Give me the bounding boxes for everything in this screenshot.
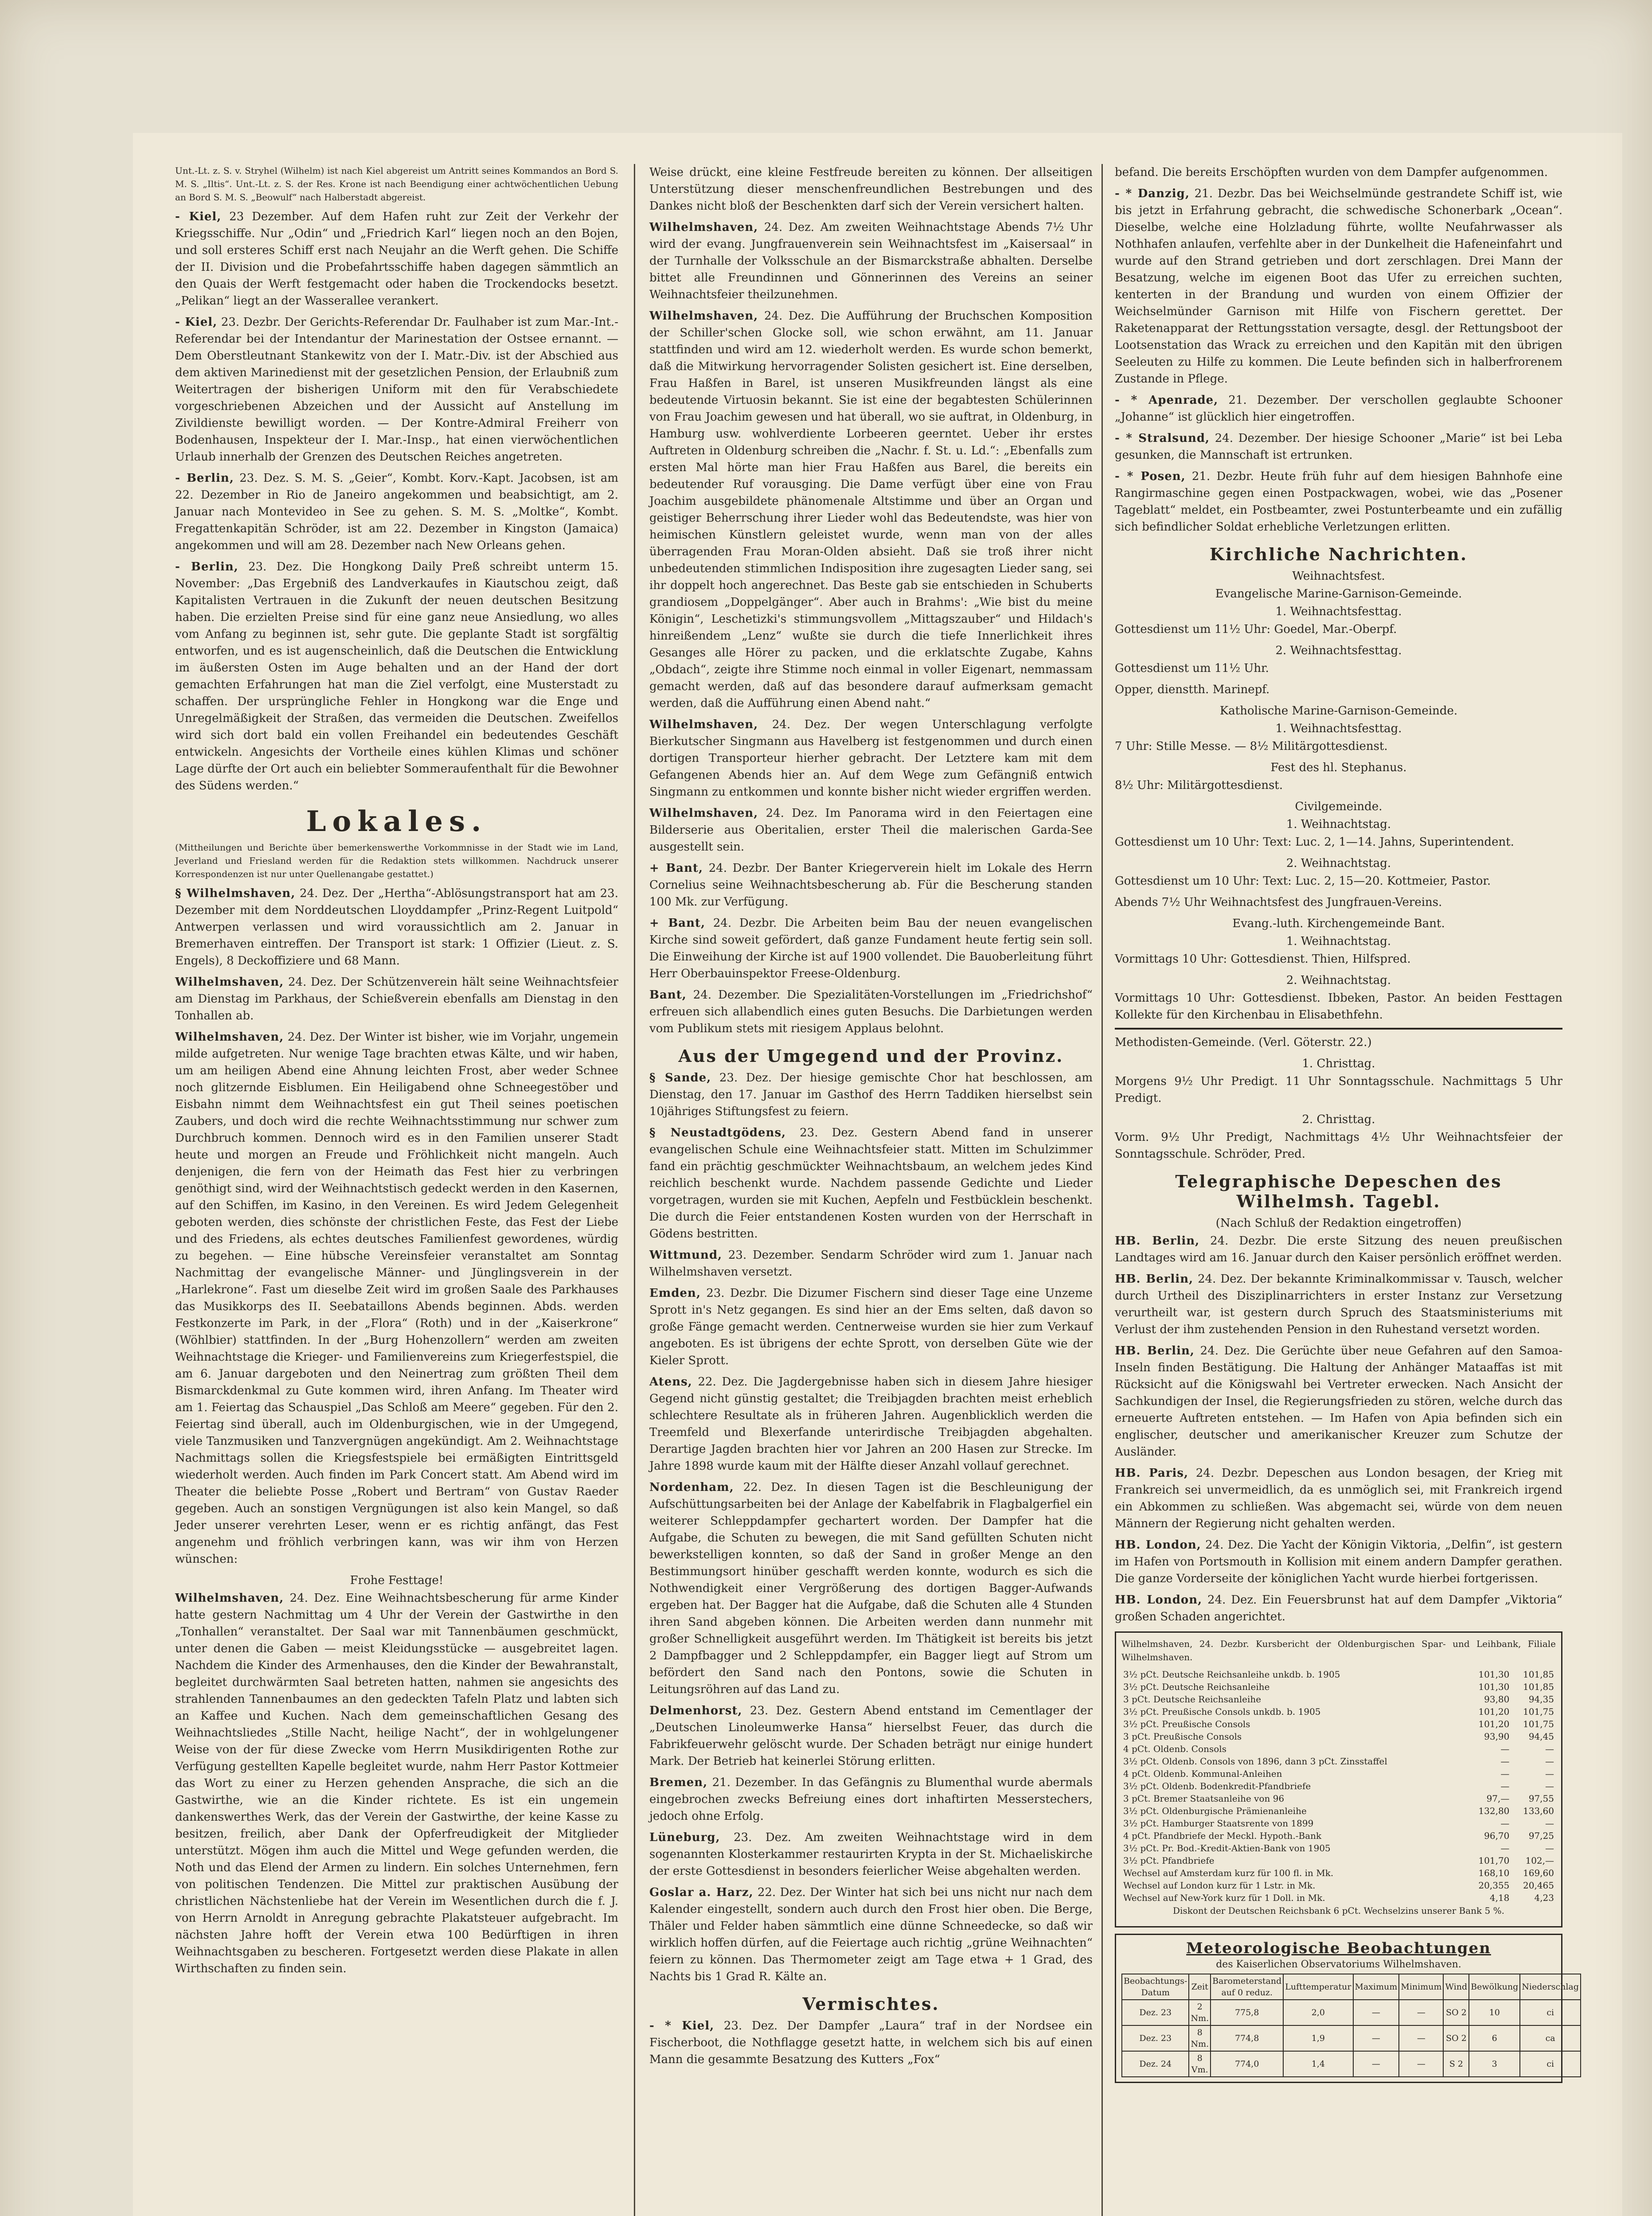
centered-line: Frohe Festtage!	[350, 1574, 444, 1587]
column-header: Maximum	[1353, 1974, 1399, 2000]
dateline: - * Stralsund,	[1115, 432, 1210, 445]
article-text: 24. Dezbr. Die erste Sitzung des neuen preußischen Landtages wird am 16. Januar durch den Kaiser persönlich eröffnet werden.	[1115, 1234, 1562, 1264]
dateline: § Sande,	[649, 1071, 711, 1085]
weather-subtitle: des Kaiserlichen Observatoriums Wilhelmshaven.	[1216, 1959, 1461, 1970]
article-text: 24. Dezbr. Die Arbeiten beim Bau der neuen evangelischen Kirche sind soweit gefördert, daß ganze Fundament heute fertig sein soll. Die Einweihung der Kirche ist auf 1900 vollendet. Die Bauoberleitung führt Herr Oberbauinspektor Freese-Oldenburg.	[649, 917, 1093, 980]
article-paragraph	[1115, 185, 1562, 387]
dateline: Wilhelmshaven,	[649, 221, 758, 234]
security-name: 3½ pCt. Preußische Consols	[1123, 1719, 1250, 1729]
stock-table	[1121, 1668, 1556, 1904]
column-right-body	[1115, 164, 1562, 1625]
article-paragraph	[649, 1774, 1093, 1825]
article-paragraph	[649, 308, 1093, 712]
article-text: Opper, dienstth. Marinepf.	[1115, 683, 1270, 696]
article-paragraph	[1115, 1233, 1562, 1266]
dateline: - Kiel,	[175, 210, 222, 223]
article-paragraph	[1115, 1034, 1562, 1051]
table-row	[1121, 1681, 1556, 1693]
article-paragraph	[175, 841, 618, 881]
centered-line: 1. Weihnachtsfesttag.	[1275, 605, 1402, 618]
table-cell: SO 2	[1443, 2000, 1469, 2025]
article-text: Gottesdienst um 11½ Uhr.	[1115, 662, 1269, 675]
dateline: Wilhelmshaven,	[649, 309, 758, 323]
article-text: Gottesdienst um 10 Uhr: Text: Luc. 2, 15—20. Kottmeier, Pastor.	[1115, 874, 1491, 888]
article-paragraph	[175, 1590, 618, 1977]
table-cell: —	[1399, 2000, 1443, 2025]
article-paragraph	[1115, 777, 1562, 794]
dateline: HB. Berlin,	[1115, 1272, 1194, 1286]
security-name: Wechsel auf London kurz für 1 Lstr. in Mk.	[1123, 1880, 1316, 1891]
security-name: Wechsel auf New-York kurz für 1 Doll. in Mk.	[1123, 1892, 1325, 1903]
dateline: Lüneburg,	[649, 1831, 720, 1844]
price-cell: —	[1545, 1843, 1554, 1853]
article-text: Morgens 9½ Uhr Predigt. 11 Uhr Sonntagsschule. Nachmittags 5 Uhr Predigt.	[1115, 1075, 1562, 1105]
table-row	[1121, 1767, 1556, 1780]
divider	[1115, 1028, 1562, 1030]
security-name: 3 pCt. Bremer Staatsanleihe von 96	[1123, 1793, 1285, 1804]
article-paragraph	[1115, 1537, 1562, 1587]
security-name: 3½ pCt. Preußische Consols unkdb. b. 1905	[1123, 1706, 1321, 1717]
weather-box	[1115, 1934, 1579, 2083]
dateline: - * Kiel,	[649, 2019, 715, 2033]
price-cell: 101,85	[1523, 1669, 1554, 1680]
centered-line: Civilgemeinde.	[1295, 800, 1383, 813]
table-row	[1121, 1792, 1556, 1805]
article-text: 7 Uhr: Stille Messe. — 8½ Militärgottesdienst.	[1115, 740, 1388, 753]
security-name: 4 pCt. Oldenb. Kommunal-Anleihen	[1123, 1768, 1282, 1779]
table-cell: —	[1353, 2051, 1399, 2077]
dateline: - Berlin,	[175, 560, 238, 574]
article-paragraph	[649, 1124, 1093, 1242]
price-cell: 101,30	[1478, 1682, 1510, 1692]
table-cell: —	[1399, 2051, 1443, 2077]
security-name: 3½ pCt. Pr. Bod.-Kredit-Aktien-Bank von 1905	[1123, 1843, 1331, 1853]
column-header: Niederschlag	[1520, 1974, 1581, 2000]
dateline: Wilhelmshaven,	[649, 807, 758, 820]
table-cell: —	[1353, 2025, 1399, 2051]
price-cell: —	[1500, 1781, 1510, 1791]
price-cell: 93,90	[1484, 1731, 1510, 1742]
article-text: Abends 7½ Uhr Weihnachtsfest des Jungfrauen-Vereins.	[1115, 896, 1442, 909]
weather-table	[1121, 1974, 1581, 2077]
price-cell: —	[1500, 1768, 1510, 1779]
article-paragraph	[175, 164, 618, 204]
centered-line: 1. Christtag.	[1302, 1057, 1375, 1070]
article-text: Weise drückt, eine kleine Festfreude bereiten zu können. Der allseitigen Unterstützung dieser menschenfreundlichen Bestrebungen und des Dankes nicht bloß der Beschenkten darf sich der Verein versichert halten.	[649, 166, 1093, 213]
security-name: 3½ pCt. Oldenb. Consols von 1896, dann 3 pCt. Zinsstaffel	[1123, 1756, 1387, 1767]
dateline: - Berlin,	[175, 472, 234, 485]
price-cell: 97,25	[1528, 1830, 1554, 1841]
centered-line: (Nach Schluß der Redaktion eingetroffen)	[1215, 1217, 1462, 1230]
article-paragraph	[175, 885, 618, 969]
article-paragraph	[649, 1702, 1093, 1770]
article-text: 23. Dezember. Sendarm Schröder wird zum 1. Januar nach Wilhelmshaven versetzt.	[649, 1248, 1093, 1279]
column-left	[175, 164, 618, 1982]
price-cell: 94,35	[1528, 1694, 1554, 1705]
dateline: Delmenhorst,	[649, 1704, 742, 1717]
price-cell: 168,10	[1478, 1868, 1510, 1878]
table-cell: SO 2	[1443, 2025, 1469, 2051]
article-paragraph	[1115, 894, 1562, 911]
article-paragraph	[649, 164, 1093, 215]
table-cell: 1,9	[1283, 2025, 1353, 2051]
article-paragraph	[1115, 468, 1562, 535]
column-header: Beobachtungs-Datum	[1122, 1974, 1189, 2000]
table-cell: Dez. 23	[1122, 2000, 1189, 2025]
article-paragraph	[1115, 738, 1562, 755]
table-cell: 8 Vm.	[1189, 2051, 1211, 2077]
article-text: 21. Dezember. In das Gefängnis zu Blumenthal wurde abermals eingebrochen zwecks Befreiung eines dort inhaftirten Messerstechers, jedoch ohne Erfolg.	[649, 1776, 1093, 1823]
table-cell: 8 Nm.	[1189, 2025, 1211, 2051]
article-text: 23. Dez. Der hiesige gemischte Chor hat beschlossen, am Dienstag, den 17. Januar im Gasthof des Herrn Taddiken hierselbst sein 10jähriges Stiftungsfest zu feiern.	[649, 1071, 1093, 1118]
article-text: 23. Dez. Die Hongkong Daily Preß schreibt unterm 15. November: „Das Ergebniß des Landverkaufes in Kiautschou zeigt, daß Kapitalisten Vertrauen in die Zukunft der neuen deutschen Besitzung haben. Die erzielten Preise sind für eine ganz neue Ansiedlung, wo alles vom Anfang zu beginnen ist, sehr gute. Die geplante Stadt ist sorgfältig entworfen, und es ist augenscheinlich, daß die Deutschen die Entwicklung im äußersten Osten im Auge behalten und an der Hand der dort gemachten Erfahrungen hat man die Ziel verfolgt, eine Musterstadt zu schaffen. Der ursprüngliche Fehler in Hongkong war die Enge und Unregelmäßigkeit der Straßen, das vermeiden die Deutschen. Zweifellos wird sich dort bald ein vollen Freihandel ein bedeutendes Geschäft entwickeln. Angesichts der Vortheile eines kühlen Klimas und schöner Lage dürfte der Ort auch ein beliebter Sommeraufenthalt für die Bewohner des Südens werden.“	[175, 560, 618, 792]
price-cell: 101,20	[1478, 1719, 1510, 1729]
centered-line: Evang.-luth. Kirchengemeinde Bant.	[1232, 917, 1445, 930]
article-text: 23. Dezbr. Der Gerichts-Referendar Dr. Faulhaber ist zum Mar.-Int.-Referendar bei der Intendantur der Marinestation der Ostsee ernannt. — Dem Oberstleutnant Stankewitz von der I. Matr.-Div. ist der Abschied aus dem aktiven Marinedienst mit der gesetzlichen Pension, der Erlaubniß zum Weitertragen der bisherigen Uniform mit den für Verabschiedete vorgeschriebenen Abzeichen und der Aussicht auf Anstellung im Zivildienste bewilligt worden. — Der Kontre-Admiral Freiherr von Bodenhausen, Inspekteur der I. Mar.-Insp., hat einen vierwöchentlichen Urlaub innerhalb der Grenzen des Deutschen Reiches angetreten.	[175, 316, 618, 464]
article-text: 22. Dez. Der Winter hat sich bei uns nicht nur nach dem Kalender eingestellt, sondern auch durch den Frost hier oben. Die Berge, Thäler und Felder haben sämmtlich eine dünne Schneedecke, so daß wir wirklich hoffen dürfen, auf die Feiertage auch richtig „grüne Weihnachten“ feiern zu können. Das Thermometer zeigt am Tage etwa + 1 Grad, des Nachts bis 1 Grad R. Kälte an.	[649, 1886, 1093, 1983]
column-rule	[1101, 164, 1103, 2216]
article-paragraph	[1115, 1465, 1562, 1532]
dateline: Wilhelmshaven,	[175, 1592, 284, 1605]
dateline: HB. London,	[1115, 1538, 1201, 1552]
security-name: Wechsel auf Amsterdam kurz für 100 fl. in Mk.	[1123, 1868, 1334, 1878]
article-text: 24. Dezember. Der hiesige Schooner „Marie“ ist bei Leba gesunken, die Mannschaft ist ertrunken.	[1115, 432, 1562, 462]
price-cell: —	[1545, 1744, 1554, 1754]
article-text: 24. Dezbr. Depeschen aus London besagen, der Krieg mit Frankreich sei unvermeidlich, da es unmöglich sei, mit Frankreich irgend ein Abkommen zu schließen. Was abgemacht sei, würde von dem neuen Männern der Regierung nicht gehalten werden.	[1115, 1467, 1562, 1530]
article-text: 24. Dez. Die Aufführung der Bruchschen Komposition der Schiller'schen Glocke soll, wie schon erwähnt, am 11. Januar stattfinden und wird am 12. wiederholt werden. Es wurde schon bemerkt, daß die Mitwirkung hervorragender Solisten gesichert ist. Eine derselben, Frau Haßfen in Barel, ist unseren Musikfreunden längst als eine bedeutende Virtuosin bekannt. Sie ist eine der begabtesten Schülerinnen von Frau Joachim gewesen und hat überall, wo sie auftrat, in Oldenburg, in Hamburg usw. wohlverdiente Lorbeeren geerntet. Ueber ihr erstes Auftreten in Oldenburg schreiben die „Nachr. f. St. u. Ld.“: „Ebenfalls zum ersten Mal hörte man hier Frau Haßfen aus Barel, die bereits ein bedeutender Ruf vorausging. Die Dame verfügt über eine von Frau Joachim ausgebildete phänomenale Altstimme und über an Organ und geistiger Beherrschung ihrer Lieder wohl das Bedeutendste, was hier von heimischen Künstlern geleistet wurde, wenn man von der alles überragenden Frau Moran-Olden absieht. Daß sie troß ihrer nicht unbedeutenden stimmlichen Indisposition ihre zugesagten Lieder sang, sei ihr doppelt hoch angerechnet. Das Beste gab sie entschieden in Schuberts grandiosem „Doppelgänger“. Aber auch in Brahms': „Wie bist du meine Königin“, Leschetizki's stimmungsvollem „Mittagszauber“ und Hildach's hinreißendem „Lenz“ wußte sie durch die tiefe Innerlichkeit ihres Gesanges alle Hörer zu packen, und die erklatschte Zugabe, Kahns „Obdach“, zeigte ihre Stimme noch einmal in voller Eigenart, nemmassam gemacht werden, daß auf das besondere darauf aufmerksam gemacht werden, daß die Aufführung einen Abend naht.“	[649, 309, 1093, 710]
table-row	[1121, 1668, 1556, 1681]
stock-report	[1115, 1631, 1562, 1927]
dateline: - Kiel,	[175, 316, 218, 329]
article-text: 23. Dez. Am zweiten Weihnachtstage wird in dem sogenannten Klosterkammer restaurirten Krypta in der St. Michaeliskirche der erste Gottesdienst in besonders feierlicher Weise abgehalten werden.	[649, 1831, 1093, 1878]
table-cell: 6	[1469, 2025, 1520, 2051]
price-cell: —	[1545, 1768, 1554, 1779]
article-paragraph	[1115, 834, 1562, 851]
dateline: HB. Berlin,	[1115, 1344, 1195, 1358]
table-row	[1121, 1743, 1556, 1755]
price-cell: 101,85	[1523, 1682, 1554, 1692]
centered-line: 1. Weihnachtsfesttag.	[1275, 722, 1402, 735]
article-text: 24. Dez. Der Schützenverein hält seine Weihnachtsfeier am Dienstag im Parkhaus, der Schießverein ebenfalls am Dienstag in den Tonhallen ab.	[175, 975, 618, 1022]
article-paragraph	[1115, 1129, 1562, 1163]
table-cell: 3	[1469, 2051, 1520, 2077]
article-text: 24. Dez. Der bekannte Kriminalkommissar v. Tausch, welcher durch Urtheil des Disziplinarrichters in erster Instanz zur Versetzung verurtheilt war, ist gestern durch Spruch des Staatsministeriums mit Verlust der ihm zustehenden Pension in den Ruhestand versetzt worden.	[1115, 1272, 1562, 1336]
article-paragraph	[649, 1479, 1093, 1698]
table-cell: 774,8	[1211, 2025, 1283, 2051]
dateline: Bant,	[649, 988, 687, 1002]
article-text: Vorm. 9½ Uhr Predigt, Nachmittags 4½ Uhr Weihnachtsfeier der Sonntagsschule. Schröder, Pred.	[1115, 1131, 1562, 1161]
weather-title: Meteorologische Beobachtungen	[1186, 1939, 1491, 1957]
table-row	[1121, 1730, 1556, 1743]
table-row	[1121, 1842, 1556, 1854]
article-paragraph	[649, 1829, 1093, 1880]
table-row	[1122, 2051, 1581, 2077]
table-row	[1121, 1879, 1556, 1892]
table-cell: —	[1399, 2025, 1443, 2051]
article-text: Methodisten-Gemeinde. (Verl. Göterstr. 22.)	[1115, 1036, 1372, 1049]
price-cell: —	[1545, 1756, 1554, 1767]
centered-line: Fest des hl. Stephanus.	[1270, 761, 1407, 774]
price-cell: 133,60	[1523, 1806, 1554, 1816]
dateline: - * Danzig,	[1115, 187, 1190, 200]
table-row	[1122, 2025, 1581, 2051]
price-cell: —	[1545, 1818, 1554, 1829]
article-text: 23. Dez. Der Dampfer „Laura“ traf in der Nordsee ein Fischerboot, die Nothflagge gesetzt hatte, in welchem sich bis auf einen Mann die gesammte Besatzung des Kutters „Fox“	[649, 2019, 1093, 2066]
price-cell: 102,—	[1525, 1855, 1554, 1866]
article-text: 24. Dez. Die Yacht der Königin Viktoria, „Delfin“, ist gestern im Hafen von Portsmouth in Kollision mit einem andern Dampfer gerathen. Die ganze Vorderseite der königlichen Yacht wurde hierbei fortgerissen.	[1115, 1538, 1562, 1585]
article-paragraph	[649, 2017, 1093, 2068]
price-cell: 101,75	[1523, 1719, 1554, 1729]
dateline: Nordenham,	[649, 1481, 734, 1494]
dateline: HB. Paris,	[1115, 1467, 1189, 1480]
dateline: Emden,	[649, 1287, 701, 1300]
stock-report-header: Wilhelmshaven, 24. Dezbr. Kursbericht der Oldenburgischen Spar- und Leihbank, Filiale Wilhelmshaven.	[1121, 1639, 1556, 1662]
security-name: 3½ pCt. Deutsche Reichsanleihe unkdb. b. 1905	[1123, 1669, 1340, 1680]
price-cell: 4,18	[1489, 1892, 1510, 1903]
price-cell: 169,60	[1523, 1868, 1554, 1878]
column-middle	[649, 164, 1093, 2072]
section-heading: Aus der Umgegend und der Provinz.	[678, 1046, 1064, 1066]
table-cell: —	[1353, 2000, 1399, 2025]
dateline: + Bant,	[649, 917, 706, 930]
article-paragraph	[175, 208, 618, 309]
section-heading: Telegraphische Depeschen des Wilhelmsh. Tagebl.	[1175, 1171, 1502, 1211]
table-cell: 2 Nm.	[1189, 2000, 1211, 2025]
article-text: 24. Dezbr. Der Banter Kriegerverein hielt im Lokale des Herrn Cornelius seine Weihnachtsbescherung ab. Für die Bescherung standen 100 Mk. zur Verfügung.	[649, 862, 1093, 909]
dateline: Wittmund,	[649, 1248, 723, 1262]
security-name: 4 pCt. Oldenb. Consols	[1123, 1744, 1226, 1754]
column-header: Bewölkung	[1469, 1974, 1520, 2000]
dateline: HB. Berlin,	[1115, 1234, 1200, 1248]
table-cell: 775,8	[1211, 2000, 1283, 2025]
price-cell: 132,80	[1478, 1806, 1510, 1816]
table-row	[1121, 1805, 1556, 1817]
security-name: 3 pCt. Preußische Consols	[1123, 1731, 1242, 1742]
centered-line: 2. Weihnachtstag.	[1286, 974, 1391, 987]
article-paragraph	[1115, 990, 1562, 1023]
article-text: (Mittheilungen und Berichte über bemerkenswerthe Vorkommnisse in der Stadt wie im Land, Jeverland und Friesland werden für die Redaktion stets willkommen. Nachdruck unserer Korrespondenzen ist nur unter Quellenangabe gestattet.)	[175, 842, 618, 879]
article-paragraph	[649, 915, 1093, 982]
table-cell: 774,0	[1211, 2051, 1283, 2077]
centered-line: 1. Weihnachtstag.	[1286, 935, 1391, 948]
article-text: 21. Dezbr. Das bei Weichselmünde gestrandete Schiff ist, wie bis jetzt in Erfahrung gebracht, die schwedische Schonerbark „Ocean“. Dieselbe, welche eine Holzladung führte, wollte Neufahrwasser als Nothhafen anlaufen, verfehlte aber in der Dunkelheit die Hafeneinfahrt und wurde auf den Strand getrieben und dort zerschlagen. Drei Mann der Besatzung, welche im eigenen Boot das Ufer zu erreichen suchten, kenterten in der Brandung und wurden von einem Offizier der Weichselmünder Garnison mit Hilfe von Fischern gerettet. Der Raketenapparat der Rettungsstation versagte, desgl. der Rettungsboot der Lootsenstation das Wrack zu erreichen und den Kapitän mit den übrigen Seeleuten zu Hilfe zu kommen. Die Leute befinden sich in halberfrorenem Zustande in Pflege.	[1115, 187, 1562, 386]
table-row	[1121, 1867, 1556, 1879]
centered-line: 2. Weihnachtsfesttag.	[1275, 644, 1402, 657]
price-cell: 93,80	[1484, 1694, 1510, 1705]
column-header: Barometerstand auf 0 reduz.	[1211, 1974, 1283, 2000]
dateline: HB. London,	[1115, 1593, 1203, 1607]
article-text: 24. Dez. Am zweiten Weihnachtstage Abends 7½ Uhr wird der evang. Jungfrauenverein sein Weihnachtsfest im „Kaisersaal“ in der Turnhalle der Volksschule an der Bismarckstraße abhalten. Derselbe bittet alle Freundinnen und Gönnerinnen des Vereins an seiner Weihnachtsfeier theilzunehmen.	[649, 221, 1093, 301]
article-paragraph	[1115, 1073, 1562, 1107]
article-paragraph	[175, 974, 618, 1024]
dateline: Goslar a. Harz,	[649, 1886, 754, 1899]
section-heading: Kirchliche Nachrichten.	[1209, 544, 1468, 564]
security-name: 3½ pCt. Oldenburgische Prämienanleihe	[1123, 1806, 1307, 1816]
article-text: 24. Dez. Der wegen Unterschlagung verfolgte Bierkutscher Singmann aus Havelberg ist festgenommen und durch einen dortigen Transporteur hierher gebracht. Der Letztere kam mit dem Gefangenen Abends hier an. Auf dem Wege zum Gefängniß entwich Singmann zu entkommen und konnte bisher nicht wieder ergriffen werden.	[649, 718, 1093, 799]
price-cell: 101,20	[1478, 1706, 1510, 1717]
security-name: 3½ pCt. Pfandbriefe	[1123, 1855, 1215, 1866]
price-cell: 97,—	[1486, 1793, 1510, 1804]
centered-line: 1. Weihnachtstag.	[1286, 818, 1391, 831]
dateline: + Bant,	[649, 862, 703, 875]
article-paragraph	[649, 805, 1093, 855]
article-text: Gottesdienst um 11½ Uhr: Goedel, Mar.-Oberpf.	[1115, 623, 1397, 636]
price-cell: 101,30	[1478, 1669, 1510, 1680]
table-cell: 1,4	[1283, 2051, 1353, 2077]
price-cell: 20,465	[1523, 1880, 1554, 1891]
article-text: 23. Dez. Gestern Abend entstand im Cementlager der „Deutschen Linoleumwerke Hansa“ hierselbst Feuer, das durch die Fabrikfeuerwehr gelöscht wurde. Der Schaden beträgt nur einige hundert Mark. Der Betrieb hat keinerlei Störung erlitten.	[649, 1704, 1093, 1768]
table-row	[1121, 1892, 1556, 1904]
price-cell: —	[1500, 1843, 1510, 1853]
article-text: 24. Dez. Der Winter ist bisher, wie im Vorjahr, ungemein milde aufgetreten. Nur wenige Tage brachten etwas Kälte, und wir haben, um am heiligen Abend eine Ahnung leichten Frost, aber weder Schnee noch glitzernde Eisblumen. Ein Heiligabend ohne Schneegestöber und Eisbahn nimmt dem Weihnachtsfest ein gut Theil seines poetischen Zaubers, und doch wird die rechte Weihnachtsstimmung nur schwer zum Durchbruch kommen. Dennoch wird es in den Familien unserer Stadt heute und morgen an Freude und Fröhlichkeit nicht mangeln. Auch denjenigen, die fern von der Heimath das Fest hier zu verbringen genöthigt sind, wird der Weihnachtstisch gedeckt werden in den Kasernen, auf den Schiffen, im Kasino, in den Vereinen. Es wird Jedem Gelegenheit geboten werden, dies schönste der christlichen Feste, das Fest der Liebe und des Friedens, als echtes deutsches Familienfest gewordenes, würdig zu begehen. — Eine hübsche Vereinsfeier veranstaltet am Sonntag Nachmittag der evangelische Männer- und Jünglingsverein in der „Harlekrone“. Fast um dieselbe Zeit wird im großen Saale des Parkhauses das Musikkorps des II. Seebataillons Abends beginnen. Abds. werden Festkonzerte im Park, in der „Flora“ (Roth) und in der „Kaiserkrone“ (Wöhlbier) stattfinden. In der „Burg Hohenzollern“ werden am zweiten Weihnachtstage die Krieger- und Familienvereins zum Kriegerfestspiel, die am 6. Januar dargeboten und den Neinertrag zum größten Theil dem Bismarckdenkmal zu Gute kommen wird, ihren Anfang. Im Theater wird am 1. Feiertag das Schauspiel „Das Schloß am Meere“ gegeben. Für den 2. Feiertag sind überall, auch im Oldenburgischen, wie in der Umgegend, viele Tanzmusiken und Tanzvergnügen angekündigt. Am 2. Weihnachtstage Nachmittags sollen die Kriegsfestspiele bei ermäßigten Eintrittsgeld wiederholt werden. Auch finden im Park Concert statt. Am Abend wird im Theater die beliebte Posse „Robert und Bertram“ von Gustav Raeder gegeben. Auch an sonstigen Vergnügungen ist also kein Mangel, so daß Jeder unserer verehrten Leser, wenn er es richtig anfängt, das Fest angenehm und fröhlich verbringen kann, was wir ihm von Herzen wünschen:	[175, 1030, 618, 1566]
article-text: 24. Dezember. Die Spezialitäten-Vorstellungen im „Friedrichshof“ erfreuen sich allabendlich eines guten Besuchs. Die Darbietungen werden vom Publikum stets mit riesigem Applaus belohnt.	[649, 988, 1093, 1035]
dateline: - * Apenrade,	[1115, 394, 1218, 407]
article-text: 23 Dezember. Auf dem Hafen ruht zur Zeit der Verkehr der Kriegsschiffe. Nur „Odin“ und „Friedrich Karl“ liegen noch an den Bojen, und soll ersteres Schiff erst nach Neujahr an die Werft gehen. Die Schiffe der II. Division und die Probefahrtsschiffe haben dagegen sämmtlich an den Quais der Werft festgemacht oder haben die Trockendocks besetzt. „Pelikan“ liegt an der Wasserallee verankert.	[175, 210, 618, 308]
article-paragraph	[1115, 621, 1562, 638]
table-row	[1121, 1718, 1556, 1730]
column-header: Minimum	[1399, 1974, 1443, 2000]
article-text: 8½ Uhr: Militärgottesdienst.	[1115, 779, 1283, 792]
article-text: Vormittags 10 Uhr: Gottesdienst. Ibbeken, Pastor. An beiden Festtagen Kollekte für den Kirchenbau in Elisabethfehn.	[1115, 991, 1562, 1022]
price-cell: 101,70	[1478, 1855, 1510, 1866]
article-paragraph	[1115, 951, 1562, 968]
article-paragraph	[649, 219, 1093, 303]
price-cell: —	[1545, 1781, 1554, 1791]
column-header: Zeit	[1189, 1974, 1211, 2000]
article-paragraph	[1115, 392, 1562, 425]
article-paragraph	[175, 314, 618, 465]
price-cell: 96,70	[1484, 1830, 1510, 1841]
price-cell: —	[1500, 1744, 1510, 1754]
price-cell: —	[1500, 1756, 1510, 1767]
section-heading: Lokales.	[306, 805, 488, 838]
article-text: 24. Dez. Die Gerüchte über neue Gefahren auf den Samoa-Inseln finden Bestätigung. Die Haltung der Anhänger Mataaffas ist mit Rücksicht auf die Königswahl bei Vertreter erwecken. Nach Ansicht der Sachkundigen der Insel, die Regierungsfrieden zu stören, welche durch das erneuerte Auftreten entstehen. — Im Hafen von Apia befinden sich ein englischer, deutscher und amerikanischer Kreuzer zum Schutze der Ausländer.	[1115, 1344, 1562, 1459]
dateline: § Wilhelmshaven,	[175, 887, 296, 900]
dateline: - * Posen,	[1115, 470, 1186, 483]
centered-line: 2. Christtag.	[1302, 1113, 1375, 1126]
article-paragraph	[649, 716, 1093, 800]
column-header: Wind	[1443, 1974, 1469, 2000]
table-row	[1121, 1780, 1556, 1792]
article-paragraph	[649, 1285, 1093, 1369]
article-text: 23. Dezbr. Die Dizumer Fischern sind dieser Tage eine Unzeme Sprott in's Netz gegangen. Es sind hier an der Ems selten, daß davon so große Fänge gemacht werden. Centnerweise wurden sie hier zum Verkauf angeboten. Es ist übrigens der echte Sprott, von derselben Güte wie der Kieler Sprott.	[649, 1287, 1093, 1367]
article-paragraph	[649, 1884, 1093, 1985]
table-row	[1121, 1755, 1556, 1767]
article-paragraph	[649, 1247, 1093, 1280]
article-text: Unt.-Lt. z. S. v. Stryhel (Wilhelm) ist nach Kiel abgereist um Antritt seines Kommandos an Bord S. M. S. „Iltis“. Unt.-Lt. z. S. der Res. Krone ist nach Beendigung einer achtwöchentlichen Uebung an Bord S. M. S. „Beowulf“ nach Halberstadt abgereist.	[175, 165, 618, 203]
article-text: 21. Dezember. Der verschollen geglaubte Schooner „Johanne“ ist glücklich hier eingetroffen.	[1115, 394, 1562, 424]
article-paragraph	[1115, 1592, 1562, 1625]
table-row	[1121, 1854, 1556, 1867]
section-heading: Vermischtes.	[802, 1994, 940, 2014]
article-text: 23. Dez. S. M. S. „Geier“, Kombt. Korv.-Kapt. Jacobsen, ist am 22. Dezember in Rio de Janeiro angekommen und beabsichtigt, am 2. Januar nach Montevideo in See zu gehen. S. M. S. „Moltke“, Kombt. Fregattenkapitän Schröder, ist am 22. Dezember in Kingston (Jamaica) angekommen und will am 28. Dezember nach New Orleans gehen.	[175, 472, 618, 552]
article-paragraph	[1115, 873, 1562, 890]
article-text: 24. Dez. Im Panorama wird in den Feiertagen eine Bilderserie aus Oberitalien, erster Theil die malerischen Garda-See ausgestellt sein.	[649, 807, 1093, 854]
column-header: Lufttemperatur	[1283, 1974, 1353, 2000]
article-paragraph	[175, 558, 618, 794]
dateline: Bremen,	[649, 1776, 708, 1789]
table-row	[1122, 2000, 1581, 2025]
article-text: 24. Dez. Eine Weihnachtsbescherung für arme Kinder hatte gestern Nachmittag um 4 Uhr der Verein der Gastwirthe in den „Tonhallen“ veranstaltet. Der Saal war mit Tannenbäumen geschmückt, unter denen die Gaben — meist Kleidungsstücke — ausgebreitet lagen. Nachdem die Kinder des Armenhauses, den die Kinder der Bewahranstalt, begleitet durchwärmten Saal betreten hatten, nahmen sie angesichts des strahlenden Tannenbaumes an den gedeckten Tafeln Platz und labten sich an Kaffee und Kuchen. Nach dem gemeinschaftlichen Gesang des Weihnachtsliedes „Stille Nacht, heilige Nacht“, der in wohlgelungener Weise von der für diese Zwecke vom Herrn Musikdirigenten Rothe zur Verfügung gestellten Kapelle begleitet wurde, nahm Herr Pastor Kottmeier das Wort zu einer zu Herzen gehenden Ansprache, die sich an die Gastwirthe, wie an die Kinder richtete. Es ist ein ungemein dankenswerthes Werk, das der Verein der Gastwirthe, der keine Kasse zu besitzen, freilich, aber Dank der Opferfreudigkeit der Mitglieder unterstützt. Mögen ihm auch die Mittel und Wege gefunden werden, die Noth und das Elend der Armen zu lindern. Ein solches Unternehmen, fern von politischen Tendenzen. Die Mittel zur praktischen Ausübung der christlichen Nächstenliebe hat der Verein im Wesentlichen durch die f. J. von Herrn Arnoldt in Anregung gebrachte Plakatsteuer aufgebracht. Im nächsten Jahre hofft der Verein etwa 100 Bedürftigen in ihren Weihnachtsgaben zu bescheren. Fortgesetzt werden diese Plakate in allen Wirthschaften zu finden sein.	[175, 1592, 618, 1975]
price-cell: 94,45	[1528, 1731, 1554, 1742]
table-row	[1121, 1830, 1556, 1842]
dateline: § Neustadtgödens,	[649, 1126, 786, 1139]
article-text: 24. Dez. Der „Hertha“-Ablösungstransport hat am 23. Dezember mit dem Norddeutschen Lloyddampfer „Prinz-Regent Luitpold“ Antwerpen verlassen und wird voraussichtlich am 2. Januar in Bremerhaven eintreffen. Der Transport ist stark: 1 Offizier (Lieut. z. S. Engels), 8 Deckoffiziere und 68 Mann.	[175, 887, 618, 968]
article-paragraph	[1115, 430, 1562, 464]
article-paragraph	[1115, 681, 1562, 698]
article-text: Vormittags 10 Uhr: Gottesdienst. Thien, Hilfspred.	[1115, 952, 1411, 966]
table-cell: Dez. 23	[1122, 2025, 1189, 2051]
article-paragraph	[1115, 164, 1562, 181]
table-cell: Dez. 24	[1122, 2051, 1189, 2077]
dateline: Wilhelmshaven,	[175, 1030, 284, 1044]
article-paragraph	[1115, 1271, 1562, 1338]
article-paragraph	[649, 1373, 1093, 1475]
table-row	[1121, 1705, 1556, 1718]
article-paragraph	[649, 987, 1093, 1037]
article-paragraph	[175, 1029, 618, 1568]
dateline: Wilhelmshaven,	[175, 975, 284, 989]
article-text: 21. Dezbr. Heute früh fuhr auf dem hiesigen Bahnhofe eine Rangirmaschine gegen einen Postpackwagen, wobei, wie das „Posener Tageblatt“ meldet, ein Postbeamter, zwei Postunterbeamte und ein zufällig sich befindlicher Soldat erhebliche Verletzungen erlitten.	[1115, 470, 1562, 534]
article-paragraph	[1115, 1342, 1562, 1460]
price-cell: 97,55	[1528, 1793, 1554, 1804]
centered-line: 2. Weihnachtstag.	[1286, 857, 1391, 870]
article-text: 22. Dez. Die Jagdergebnisse haben sich in diesem Jahre hiesiger Gegend nicht günstig gestaltet; die Treibjagden brachten meist erheblich schlechtere Resultate als in früheren Jahren. Augenblicklich werden die Treemfeld und Blexerfande unterirdische Treibjagden abgehalten. Derartige Jagden brachten hier vor Jahren an 200 Hasen zur Strecke. Im Jahre 1898 wurde kaum mit der Hälfte dieser Anzahl vollauf gerechnet.	[649, 1375, 1093, 1473]
security-name: 3½ pCt. Oldenb. Bodenkredit-Pfandbriefe	[1123, 1781, 1311, 1791]
article-text: 22. Dez. In diesen Tagen ist die Beschleunigung der Aufschüttungsarbeiten bei der Anlage der Kabelfabrik in Flagbalgerfiel ein weiterer Schleppdampfer gechartert worden. Der Dampfer hat die Aufgabe, die Schuten zu bewegen, die mit Sand gefüllten Schuten nicht bewerkstelligen konnten, so daß der Sand in großer Menge an den Bestimmungsort hinüber geschafft werden konnte, wodurch es sich die Nothwendigkeit einer Vergrößerung des dortigen Bagger-Aufwands ergeben hat. Der Bagger hat die Aufgabe, daß die Schuten alle 4 Stunden ihren Sand abgeben können. Die Arbeiten werden dann nunmehr mit großer Schnelligkeit ausgeführt werden. Im Thätigkeit ist bereits bis jetzt 2 Dampfbagger und 2 Schleppdampfer, ein Bagger liegt auf Strom um befördert den Sand nach den Pontons, sowie die Schuten in Leitungsröhren auf das Land zu.	[649, 1481, 1093, 1696]
price-cell: —	[1500, 1818, 1510, 1829]
column-right	[1115, 164, 1579, 2089]
article-paragraph	[175, 470, 618, 554]
table-cell: 10	[1469, 2000, 1520, 2025]
article-paragraph	[1115, 660, 1562, 677]
table-cell: 2,0	[1283, 2000, 1353, 2025]
article-text: befand. Die bereits Erschöpften wurden von dem Dampfer aufgenommen.	[1115, 166, 1548, 179]
security-name: 3½ pCt. Hamburger Staatsrente von 1899	[1123, 1818, 1314, 1829]
table-cell: ci	[1520, 2000, 1581, 2025]
centered-line: Evangelische Marine-Garnison-Gemeinde.	[1215, 587, 1462, 601]
dateline: Wilhelmshaven,	[649, 718, 758, 731]
article-paragraph	[649, 860, 1093, 910]
security-name: 3½ pCt. Deutsche Reichsanleihe	[1123, 1682, 1270, 1692]
article-paragraph	[649, 1069, 1093, 1120]
dateline: Atens,	[649, 1375, 692, 1389]
table-cell: ca	[1520, 2025, 1581, 2051]
security-name: 4 pCt. Pfandbriefe der Meckl. Hypoth.-Bank	[1123, 1830, 1322, 1841]
stock-report-footer: Diskont der Deutschen Reichsbank 6 pCt. Wechselzins unserer Bank 5 %.	[1173, 1905, 1504, 1916]
table-cell: S 2	[1443, 2051, 1469, 2077]
article-text: Gottesdienst um 10 Uhr: Text: Luc. 2, 1—14. Jahns, Superintendent.	[1115, 835, 1514, 849]
centered-line: Weihnachtsfest.	[1292, 570, 1385, 583]
table-cell: ci	[1520, 2051, 1581, 2077]
security-name: 3 pCt. Deutsche Reichsanleihe	[1123, 1694, 1261, 1705]
centered-line: Katholische Marine-Garnison-Gemeinde.	[1219, 704, 1458, 718]
price-cell: 20,355	[1478, 1880, 1510, 1891]
table-row	[1121, 1817, 1556, 1830]
price-cell: 101,75	[1523, 1706, 1554, 1717]
column-rule	[634, 164, 635, 2216]
table-row	[1121, 1693, 1556, 1705]
price-cell: 4,23	[1534, 1892, 1554, 1903]
article-text: 24. Dez. Ein Feuersbrunst hat auf dem Dampfer „Viktoria“ großen Schaden angerichtet.	[1115, 1593, 1562, 1623]
article-text: 23. Dez. Gestern Abend fand in unserer evangelischen Schule eine Weihnachtsfeier statt. Mitten im Schulzimmer fand ein prächtig geschmückter Weihnachtsbaum, an welchem jedes Kind reichlich beschenkt wurde. Nachdem passende Gedichte und Lieder vorgetragen, wurden sie mit Kuchen, Aepfeln und Festbücklein beschenkt. Die durch die Feier entstandenen Kosten wurden von der Herrschaft in Gödens bestritten.	[649, 1126, 1093, 1241]
